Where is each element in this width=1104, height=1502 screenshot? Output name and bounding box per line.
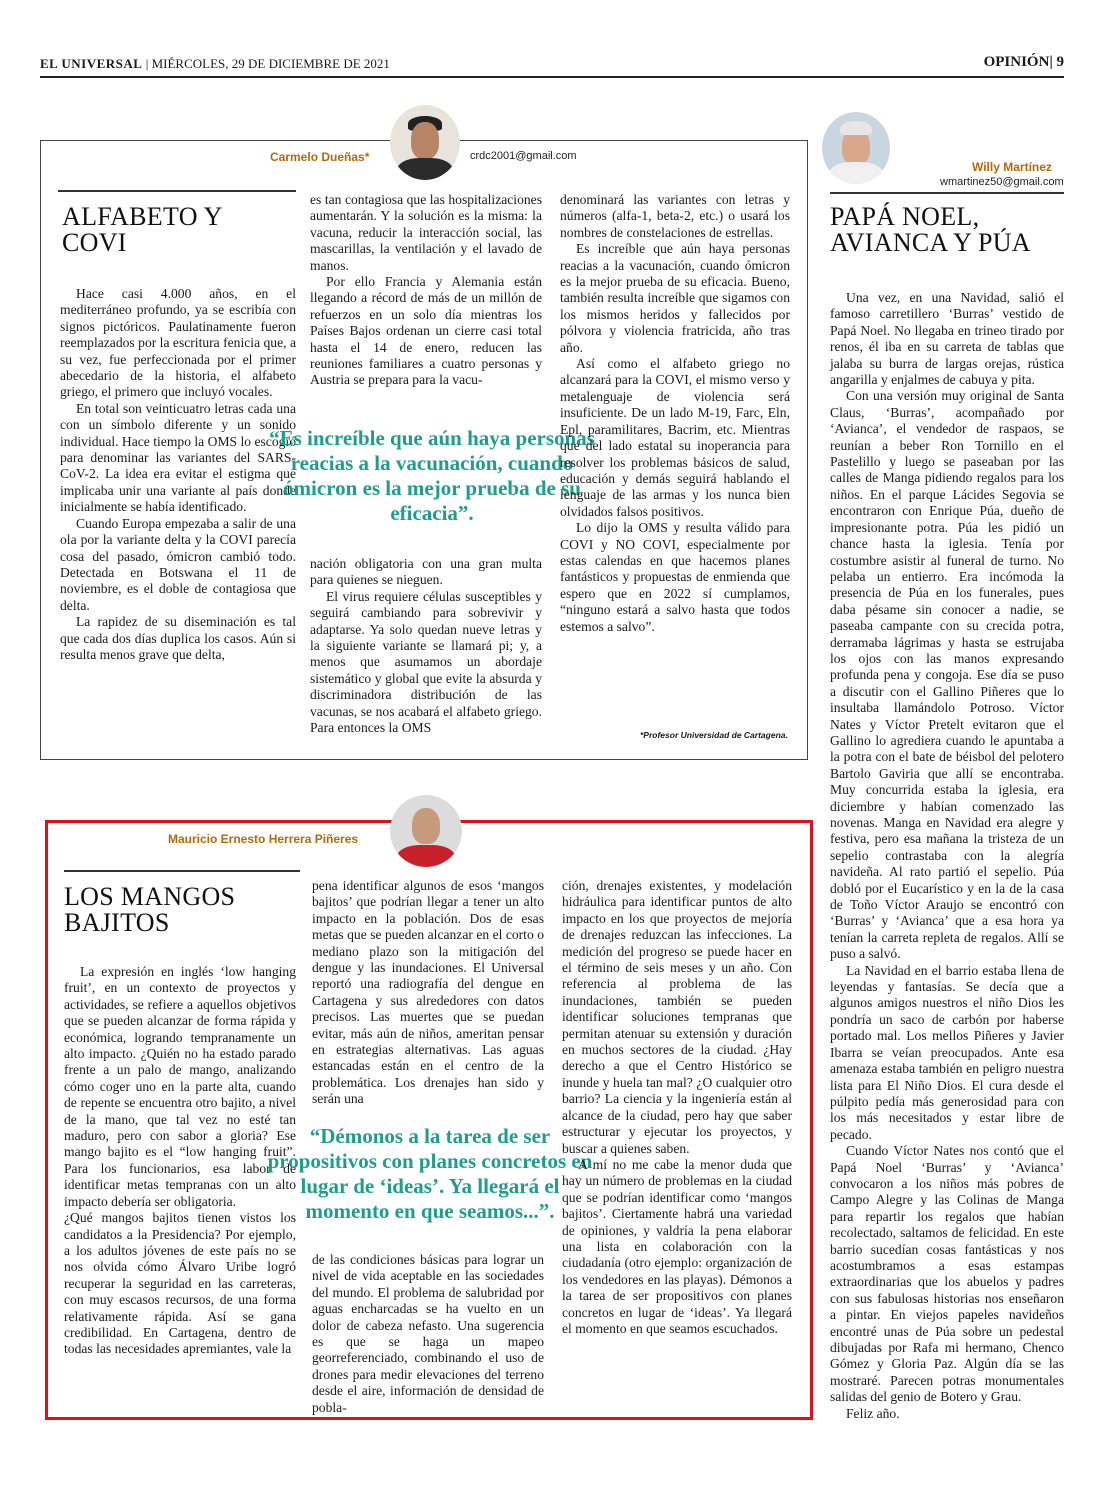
pull-quote: “Démonos a la tarea de ser propositivos con planes concretos en lugar de ‘ideas’. Ya llegará el momento en que seamos...”. <box>267 1124 593 1223</box>
paragraph: El virus requiere células susceptibles y seguirá cambiando para sobrevivir y adaptarse. Ya solo quedan nueve letras y la siguiente variante se llamará pi; y, a menos que asumamos un abordaje sistemático y global que evite la absurda y discriminadora distribución de las vacunas, se nos acabará el alfabeto griego. Para entonces la OMS <box>310 588 542 736</box>
author-email: crdc2001@gmail.com <box>470 150 577 162</box>
author-photo <box>390 105 460 180</box>
article-column-1 <box>60 286 296 663</box>
paragraph: ción, drenajes existentes, y modelación hidráulica para identificar puntos de alto impacto en los que proyectos de mejoría de drenajes reduzcan las infecciones. La medición del progreso se puede hacer en el término de seis meses y un año. Con referencia al problema de las inundaciones, también se pueden identificar soluciones tempranas que permitan atenuar su extensión y duración en muchos sectores de la ciudad. ¿Hay derecho a que el Centro Histórico se inunde y huela tan mal? ¿O cualquier otro barrio? La ciencia y la ingeniería están al alcance de la ciudad, pero hay que saber estructurar y ejecutar los proyectos, y buscar a quienes saben. <box>562 878 792 1156</box>
article-column-3 <box>562 878 792 1337</box>
author-photo <box>822 112 890 184</box>
paragraph: es tan contagiosa que las hospitalizaciones aumentarán. Y la solución es la misma: la vacuna, reducir la interacción social, las mascarillas, la ventilación y el lavado de manos. <box>310 192 542 273</box>
headline: LOS MANGOS BAJITOS <box>64 882 236 937</box>
article-column-2-top <box>310 192 542 389</box>
author-photo <box>390 795 462 867</box>
headline: ALFABETO Y COVI <box>62 202 222 257</box>
paragraph: Así como el alfabeto griego no alcanzará para la COVI, el mismo verso y metalenguaje de violencia será insuficiente. De un lado M-19, Farc, Eln, Epl, paramilitares, Bacrim, etc. Mientras que del lado estatal su inoperancia para resolver los problemas básicos de salud, educación y demás seguirá hablando el lenguaje de las armas y los nunca bien olvidados falsos positivos. <box>560 356 790 519</box>
headline: PAPÁ NOEL, AVIANCA Y PÚA <box>830 202 1031 257</box>
paragraph: Hace casi 4.000 años, en el mediterráneo profundo, ya se escribía con signos pictóricos. Paulatinamente fueron reemplazados por la escritura fenicia que, a su vez, fue perfeccionada por el primer abecedario de la historia, el alfabeto griego, el primero que incluyó vocales. <box>60 286 296 400</box>
headline-rule <box>58 190 296 192</box>
paragraph: Una vez, en una Navidad, salió el famoso carretillero ‘Burras’ vestido de Papá Noel. No llegaba en trineo tirado por renos, él iba en su carreta de tablas que jalaba su burra de largas orejas, rústica angarilla y enjalmes de cabuya y pita. <box>830 290 1064 388</box>
paragraph: A mí no me cabe la menor duda que hay un número de problemas en la ciudad que se podrían identificar como ‘mangos bajitos’. Ciertamente habrá una variedad de opiniones, y valdría la pena elaborar una lista en colaboración con la ciudadanía (otro ejemplo: organización de los vendedores en las playas). Démonos a la tarea de ser propositivos con planes concretos en lugar de ‘ideas’. Ya llegará el momento en que seamos escuchados. <box>562 1156 792 1336</box>
paragraph: Cuando Europa empezaba a salir de una ola por la variante delta y la COVI parecía cosa del pasado, ómicron cambió todo. Detectada en Botswana el 11 de noviembre, es el doble de contagiosa que delta. <box>60 515 296 613</box>
page-number: 9 <box>1056 54 1064 70</box>
paragraph: ¿Qué mangos bajitos tienen vistos los candidatos a la Presidencia? Por ejemplo, a los adultos jóvenes de este país no se nos olvida cómo Álvaro Uribe logró recuperar la seguridad en las carreteras, con muy escasos recursos, de una forma relativamente rápida. Así se gana credibilidad. En Cartagena, dentro de todas las necesidades apremiantes, vale la <box>64 1210 296 1357</box>
paragraph: denominará las variantes con letras y números (alfa-1, beta-2, etc.) o usará los nombres de constelaciones de estrellas. <box>560 192 790 240</box>
paragraph: pena identificar algunos de esos ‘mangos bajitos’ que podrían llegar a tener un alto impacto en la población. Dos de esas metas que se pueden alcanzar en el corto o mediano plazo son la mitigación del dengue y las inundaciones. El Universal reportó una radiografía del dengue en Cartagena y sus alrededores con datos precisos. Las muertes que se puedan evitar, más aún de niños, ameritan pensar en estrategias alternativas. Las aguas estancadas están en el centro de la problemática. Los drenajes han sido y serán una <box>312 878 544 1107</box>
author-name: Willy Martínez <box>972 160 1052 174</box>
article-column-3 <box>560 192 790 635</box>
section-label: OPINIÓN| 9 <box>983 54 1064 70</box>
author-name: Carmelo Dueñas* <box>270 150 370 164</box>
paragraph: Por ello Francia y Alemania están llegando a récord de más de un millón de refuerzos en un solo día mientras los Países Bajos ordenan un cierre casi total hasta el 14 de enero, reducen las reuniones familiares a cuatro personas y Austria se prepara para la vacu- <box>310 274 542 388</box>
article-body <box>830 290 1064 1422</box>
paper-name: EL UNIVERSAL <box>40 56 143 71</box>
section-name: OPINIÓN <box>983 54 1050 70</box>
issue-date: MIÉRCOLES, 29 DE DICIEMBRE DE 2021 <box>151 56 390 71</box>
author-footnote: *Profesor Universidad de Cartagena. <box>640 730 788 740</box>
headline-rule <box>64 870 300 872</box>
article-column-2-top <box>312 878 544 1108</box>
paragraph: de las condiciones básicas para lograr un nivel de vida aceptable en las sociedades del mundo. El problema de salubridad por aguas encharcadas se ha vuelto en un dolor de cabeza nefasto. Una sugerencia es que se haga un mapeo georreferenciado, combinando el uso de drones para medir elevaciones del terreno desde el aire, información de densidad de pobla- <box>312 1252 544 1415</box>
paragraph: La Navidad en el barrio estaba llena de leyendas y fantasías. Se decía que a algunos amigos nuestros el niño Dios les pondría un saco de carbón por haberse portado mal. Los mellos Piñeres y Javier Ibarra se veían preocupados. Ante esa amenaza estaba también en peligro nuestra lista para El Niño Dios. El cura desde el púlpito pedía más generosidad para con los más necesitados y estar libre de pecado. <box>830 962 1064 1142</box>
page-header <box>40 50 1064 78</box>
author-name: Mauricio Ernesto Herrera Piñeres <box>168 832 359 846</box>
paragraph: Cuando Víctor Nates nos contó que el Papá Noel ‘Burras’ y ‘Avianca’ convocaron a los niños más pobres de Campo Alegre y las Colinas de Manga para repartir los regalos que habían recolectado, saltamos de felicidad. En este barrio sucedían cosas fantásticas y nos acostumbramos a esas estampas extraordinarias que los abuelos y padres con sus fabulosas historias nos enseñaron a pintar. En viejos papeles navideños encontré unas de Púa sobre un pedestal dibujadas por Rafa mi hermano, Chenco Gómez y Gloria Paz. Algún día se las mostraré. Parecen potras monumentales salidas del genio de Botero y Grau. <box>830 1143 1064 1405</box>
article-column-2-bottom <box>312 1252 544 1416</box>
paragraph: Feliz año. <box>846 1405 900 1421</box>
pull-quote: “Es increíble que aún haya personas reacias a la vacunación, cuando ómicron es la mejor prueba de su eficacia”. <box>269 426 595 525</box>
header-masthead: EL UNIVERSAL | MIÉRCOLES, 29 DE DICIEMBRE DE 2021 <box>40 56 390 71</box>
paragraph: Con una versión muy original de Santa Claus, ‘Burras’, acompañado por ‘Avianca’, el vendedor de raspaos, se reunían a beber Ron Tornillo en el Pastelillo y luego se paseaban por las calles de Manga pidiendo regalos para los niños. En el parque Lácides Segovia se encontraron con Enrique Púa, dueño de impresionante potra. Púa les pidió un chance hasta la iglesia. Tenía por costumbre asistir al funeral de turno. No pelaba un entierro. Era incómoda la presencia de Púa en los funerales, pues daba pésame sin conocer a nadie, se paseaba campante con su crecida potra, derramaba lágrimas y hasta se estrujaba los ojos con las manos expresando profunda pena y congoja. Ese día se puso a discutir con el Gallino Piñeres que lo insultaba llamándolo Potroso. Víctor Nates y Víctor Pretelt evitaron que el Gallino lo agrediera cuando le apuntaba a la potra con el bate de béisbol del pelotero Bartolo Gaviria que allí se encontraba. Muy concurrida estaba la iglesia, era diciembre y habían comenzado las novenas. Manga en Navidad era alegre y festiva, pero esa mañana la tristeza de un sepelio contrastaba con la alegría navideña. Al rato partió el sepelio. Púa dobló por el Eucarístico y en la de la casa de Toño Víctor Araujo se encontró con ‘Burras’ y ‘Avianca’ que a esa hora ya tenían la carreta repleta de regalos. Allí se puso a salvó. <box>830 388 1064 962</box>
paragraph: La expresión en inglés ‘low hanging fruit’, en un contexto de proyectos y actividades, se refiere a aquellos objetivos que se pueden alcanzar de forma rápida y económica, logrando tempranamente un alto impacto. ¿Quién no ha estado parado frente a un palo de mango, analizando cómo coger uno en la parte alta, cuando de repente se encuentra otro bajito, a nivel de la mano, que tal vez no esté tan maduro, pero con sabor a gloria? Ese mango bajito es el “low hanging fruit”. Para los funcionarios, esa labor de identificar metas tempranas con un alto impacto debería ser obligatoria. <box>64 964 296 1209</box>
paragraph: La rapidez de su diseminación es tal que cada dos días duplica los casos. Aún si resulta menos grave que delta, <box>60 614 296 662</box>
article-column-2-bottom <box>310 556 542 736</box>
paragraph: nación obligatoria con una gran multa para quienes se nieguen. <box>310 556 542 588</box>
paragraph: Es increíble que aún haya personas reacias a la vacunación, cuando ómicron es la mejor prueba de su eficacia. Bueno, también resulta increíble que sigamos con los mismos heridos y fallecidos por pólvora y violencia fratricida, año tras año. <box>560 241 790 355</box>
paragraph: En total son veinticuatro letras cada una con un símbolo diferente y un sonido individual. Hace tiempo la OMS lo escogió para denominar las variantes del SARS-CoV-2. La idea era evitar el estigma que implicaba unir una variante al país donde inicialmente se había identificado. <box>60 400 296 515</box>
headline-rule <box>830 192 1064 194</box>
author-email: wmartinez50@gmail.com <box>940 176 1064 188</box>
paragraph: Lo dijo la OMS y resulta válido para COVI y NO COVI, especialmente por estas calendas en que hacemos planes fantásticos y propuestas de enmienda que espero que en 2022 sí cumplamos, “ninguno estará a salvo hasta que todos estemos a salvo”. <box>560 520 790 634</box>
